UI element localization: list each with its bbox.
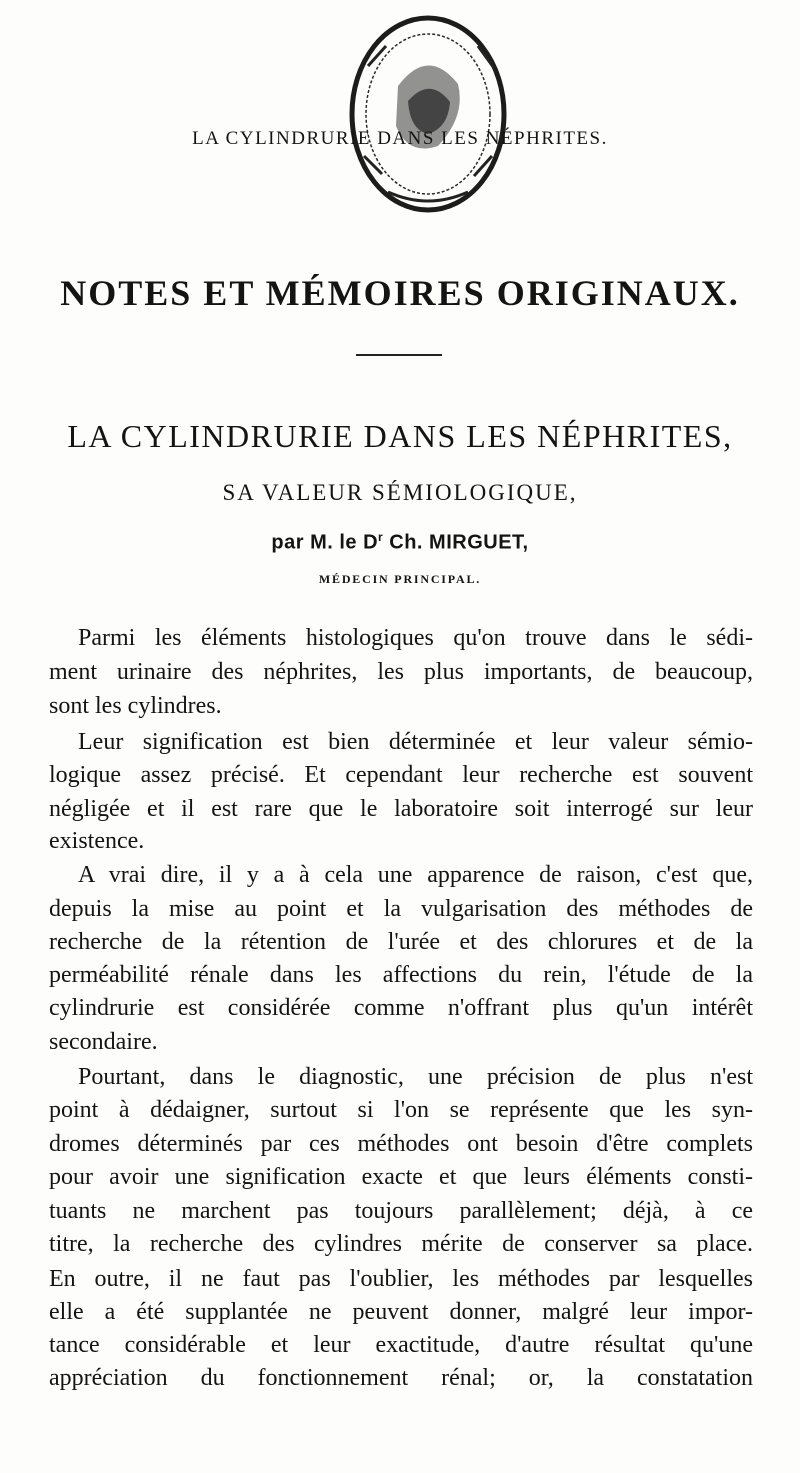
body-line: Pourtant, dans le diagnostic, une précision de plus n'est — [78, 1064, 753, 1090]
body-line: appréciation du fonctionnement rénal; or, la constatation — [49, 1365, 753, 1391]
body-line: recherche de la rétention de l'urée et des chlorures et de la — [49, 929, 753, 955]
author-role: MÉDECIN PRINCIPAL. — [318, 572, 482, 586]
byline-sup: r — [378, 530, 384, 544]
body-line: ment urinaire des néphrites, les plus importants, de beaucoup, — [49, 659, 753, 685]
body-line: sont les cylindres. — [49, 693, 222, 719]
body-line: pour avoir une signification exacte et que leurs éléments consti- — [49, 1164, 753, 1190]
body-line: Parmi les éléments histologiques qu'on trouve dans le sédi- — [78, 625, 753, 651]
body-line: En outre, il ne faut pas l'oublier, les méthodes par lesquelles — [49, 1266, 753, 1292]
article-subtitle: SA VALEUR SÉMIOLOGIQUE, — [222, 480, 578, 505]
author-name: Ch. MIRGUET, — [389, 531, 529, 554]
article-title: LA CYLINDRURIE DANS LES NÉPHRITES, — [67, 418, 733, 454]
body-line: perméabilité rénale dans les affections du rein, l'étude de la — [49, 962, 753, 988]
byline-prefix: par M. le D — [271, 531, 379, 554]
body-line: logique assez précisé. Et cependant leur recherche est souvent — [49, 762, 753, 788]
body-line: A vrai dire, il y a à cela une apparence de raison, c'est que, — [78, 862, 753, 888]
body-line: tuants ne marchent pas toujours parallèlement; déjà, à ce — [49, 1198, 753, 1224]
body-line: existence. — [49, 828, 145, 854]
body-line: Leur signification est bien déterminée et leur valeur sémio- — [78, 729, 753, 755]
body-line: tance considérable et leur exactitude, d'autre résultat qu'une — [49, 1332, 753, 1358]
body-line: titre, la recherche des cylindres mérite de conserver sa place. — [49, 1231, 753, 1257]
body-line: point à dédaigner, surtout si l'on se représente que les syn- — [49, 1097, 753, 1123]
body-line: secondaire. — [49, 1029, 158, 1055]
body-line: dromes déterminés par ces méthodes ont besoin d'être complets — [49, 1131, 753, 1157]
body-line: cylindrurie est considérée comme n'offrant plus qu'un intérêt — [49, 995, 753, 1021]
body-line: elle a été supplantée ne peuvent donner, malgré leur impor- — [49, 1299, 753, 1325]
body-line: depuis la mise au point et la vulgarisation des méthodes de — [49, 896, 753, 922]
body-line: négligée et il est rare que le laboratoire soit interrogé sur leur — [49, 796, 753, 822]
section-title: NOTES ET MÉMOIRES ORIGINAUX. — [60, 273, 740, 313]
running-head: LA CYLINDRURIE DANS LES NÉPHRITES. — [192, 128, 608, 149]
